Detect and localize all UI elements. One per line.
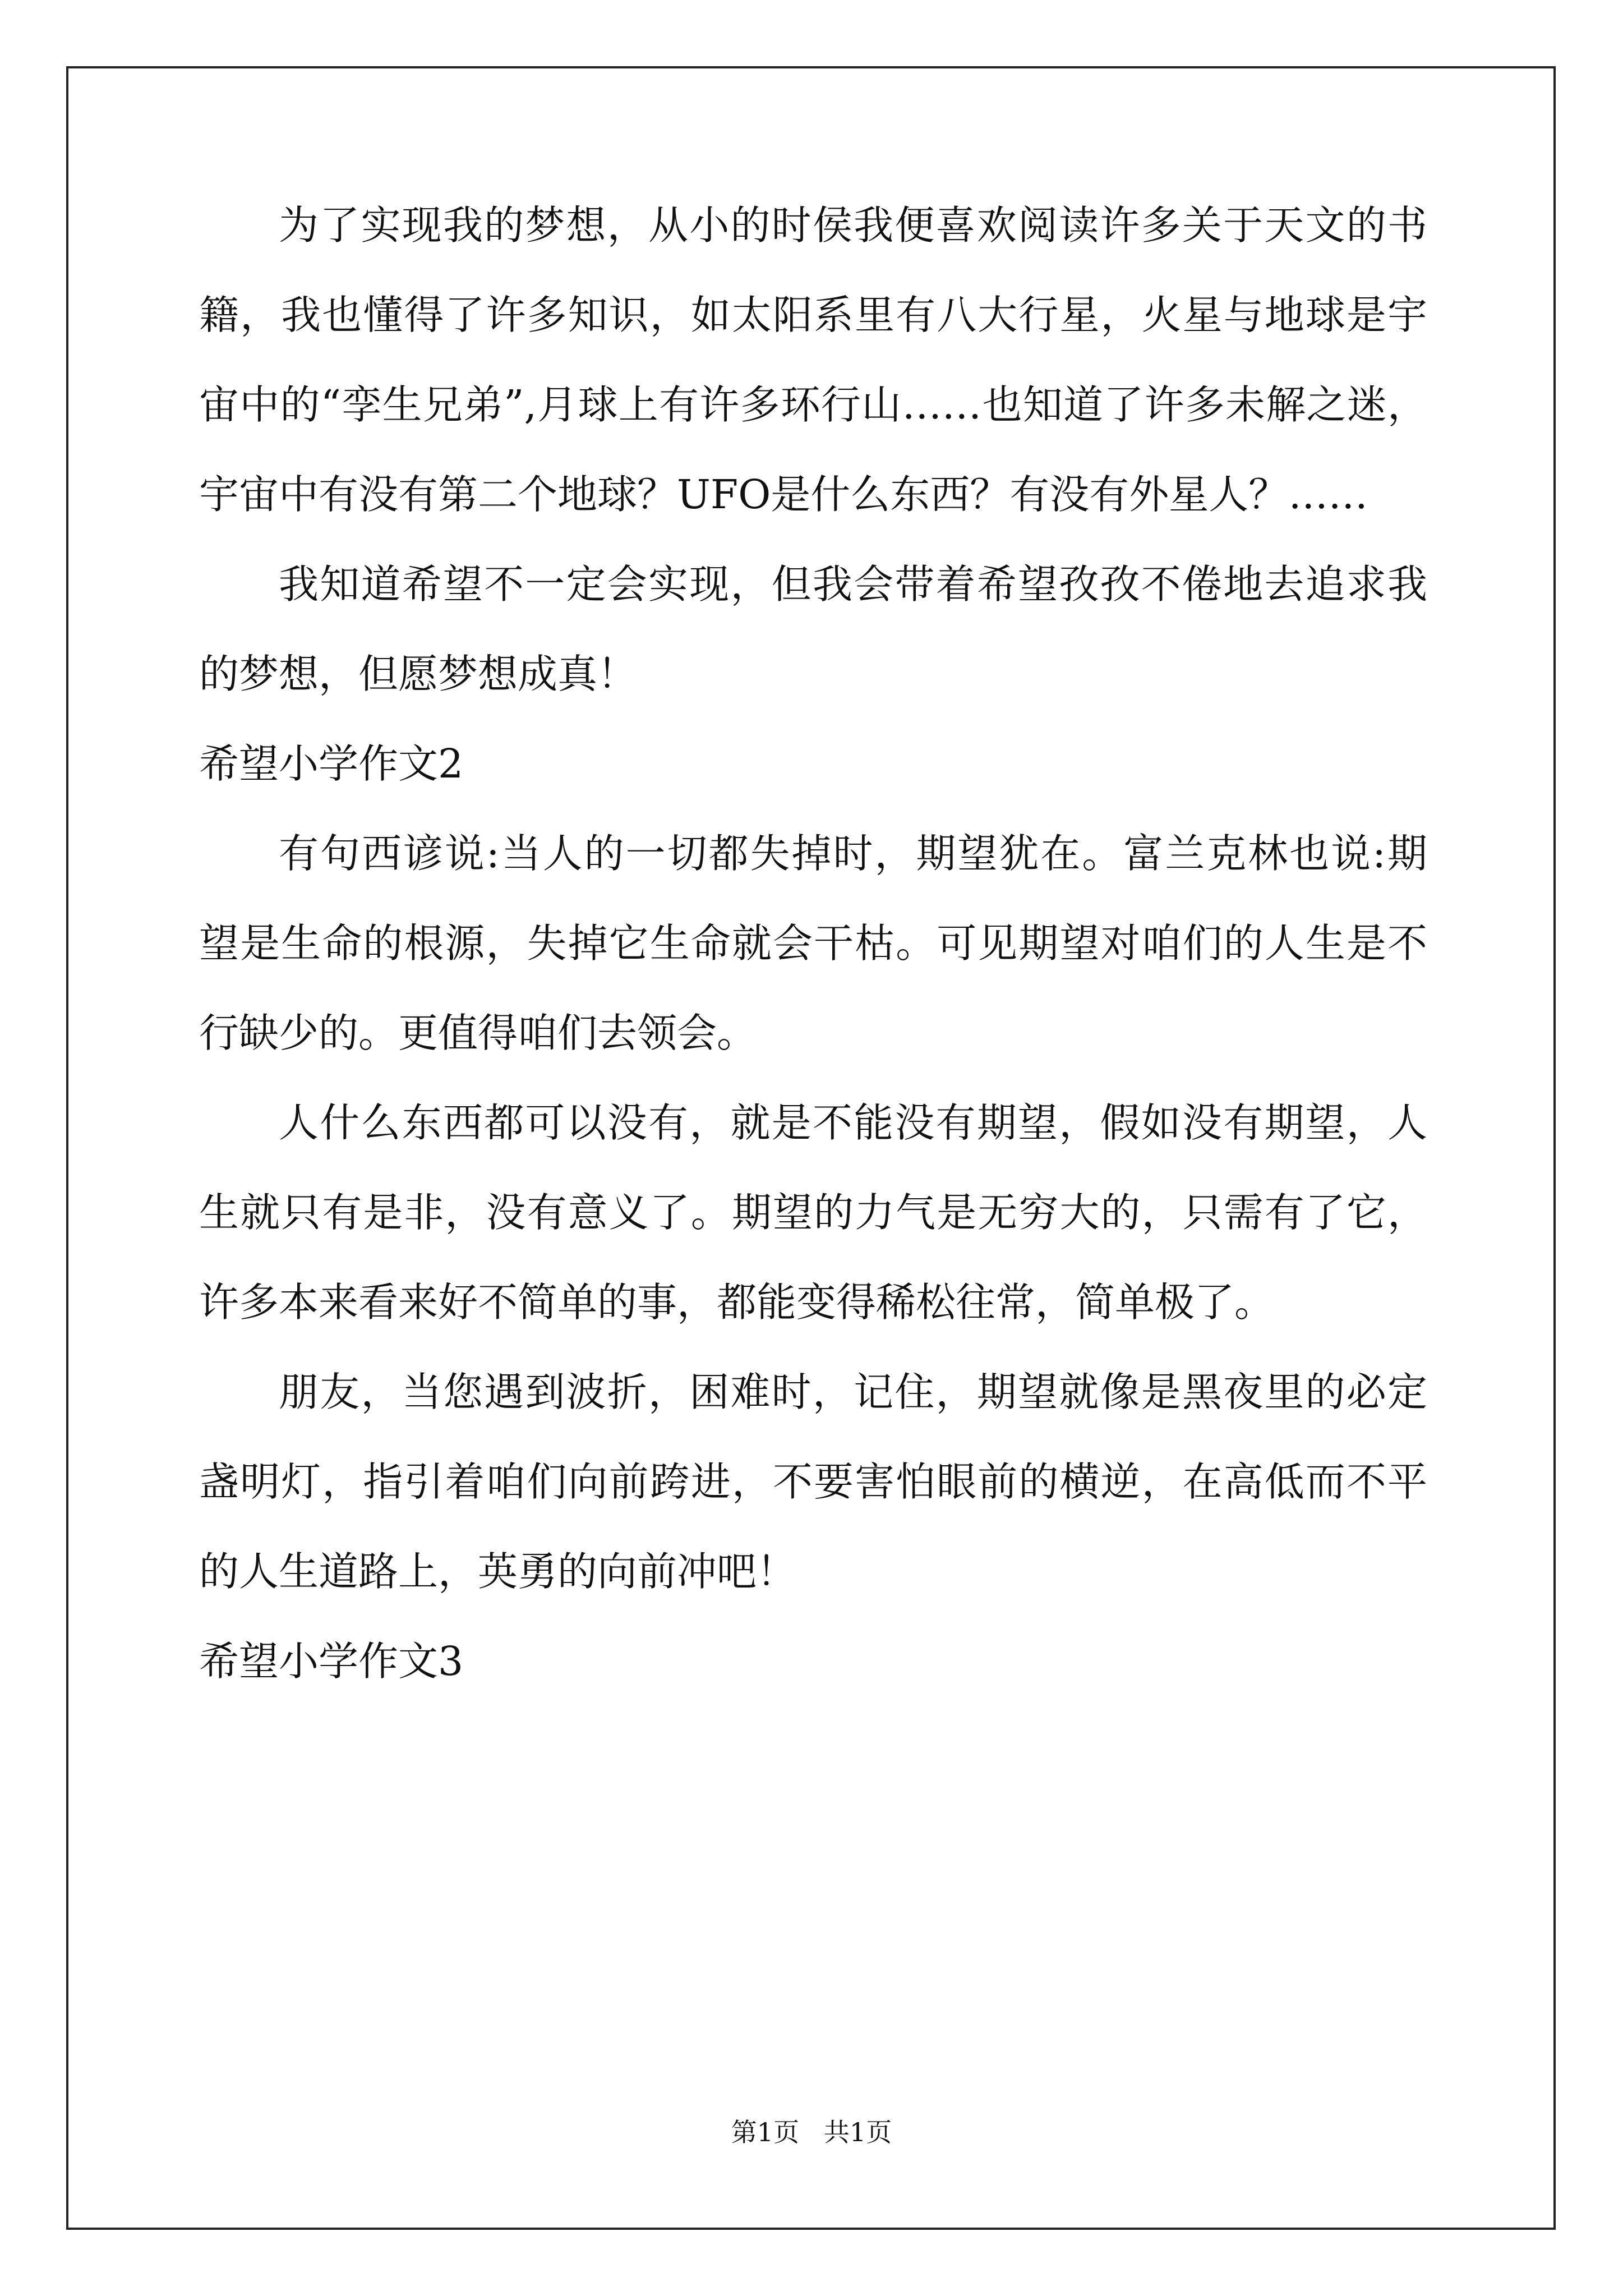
text-line: 盏明灯，指引着咱们向前跨进，不要害怕眼前的横逆，在高低而不平 bbox=[199, 1458, 1427, 1505]
text-line: 人什么东西都可以没有，就是不能没有期望，假如没有期望，人 bbox=[279, 1099, 1427, 1146]
text-line: 的人生道路上，英勇的向前冲吧！ bbox=[199, 1548, 797, 1595]
heading-text: 希望小学作文2 bbox=[199, 740, 464, 787]
text-line: 望是生命的根源，失掉它生命就会干枯。可见期望对咱们的人生是不 bbox=[199, 920, 1427, 967]
section-heading-3 bbox=[199, 1638, 1427, 1685]
text-line: 宙中的“孪生兄弟”,月球上有许多环行山……也知道了许多未解之迷， bbox=[199, 381, 1427, 428]
text-line: 朋友，当您遇到波折，困难时，记住，期望就像是黑夜里的必定 bbox=[279, 1369, 1427, 1415]
text-line: 宇宙中有没有第二个地球？UFO是什么东西？有没有外星人？…… bbox=[199, 471, 1368, 518]
paragraph-2 bbox=[199, 561, 1427, 698]
heading-text: 希望小学作文3 bbox=[199, 1638, 464, 1685]
text-line: 为了实现我的梦想，从小的时侯我便喜欢阅读许多关于天文的书 bbox=[279, 202, 1427, 249]
paragraph-3 bbox=[199, 830, 1427, 1057]
text-line: 我知道希望不一定会实现，但我会带着希望孜孜不倦地去追求我 bbox=[279, 561, 1427, 608]
text-line: 的梦想，但愿梦想成真！ bbox=[199, 651, 638, 697]
section-heading-2 bbox=[199, 740, 1427, 788]
text-line: 许多本来看来好不简单的事，都能变得稀松往常，简单极了。 bbox=[199, 1279, 1275, 1326]
text-line: 生就只有是非，没有意义了。期望的力气是无穷大的，只需有了它， bbox=[199, 1189, 1427, 1236]
paragraph-1 bbox=[199, 202, 1427, 518]
paragraph-4 bbox=[199, 1099, 1427, 1326]
text-line: 籍，我也懂得了许多知识，如太阳系里有八大行星，火星与地球是宇 bbox=[199, 292, 1427, 338]
document-body bbox=[199, 202, 1427, 1728]
paragraph-5 bbox=[199, 1369, 1427, 1595]
text-line: 行缺少的。更值得咱们去领会。 bbox=[199, 1010, 757, 1056]
page-number-footer: 第1页 共1页 bbox=[731, 2117, 892, 2147]
text-line: 有句西谚说:当人的一切都失掉时，期望犹在。富兰克林也说:期 bbox=[279, 830, 1427, 877]
